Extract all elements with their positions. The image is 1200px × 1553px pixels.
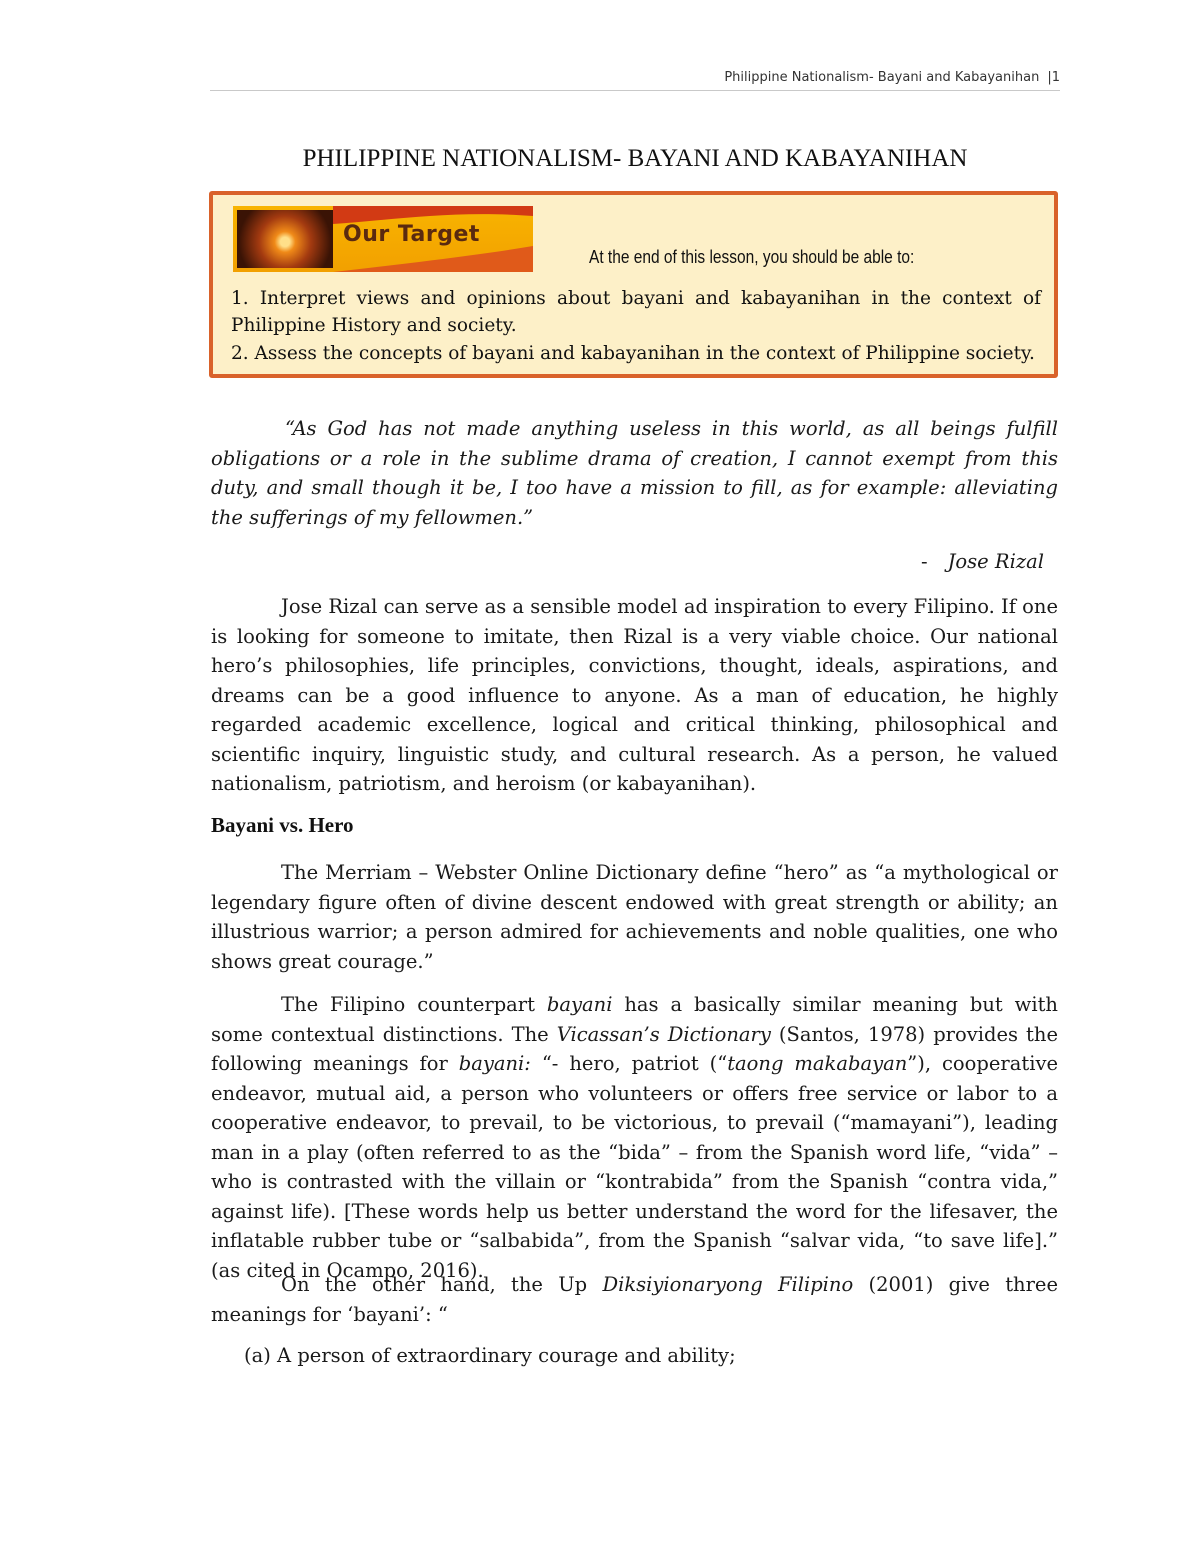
p4-italic-diksiyonaryo: Diksiyionaryong Filipino: [602, 1273, 854, 1296]
paragraph-rizal-model: [211, 592, 1058, 799]
p4-text-1: On the other hand, the Up: [281, 1273, 603, 1296]
list-item-a: (a) A person of extraordinary courage and ability;: [244, 1344, 736, 1367]
paragraph-bayani-meaning: [211, 990, 1058, 1285]
quote-attribution: [921, 550, 1044, 573]
quote-text: “As God has not made anything useless in this world, as all beings fulfill obligations or a role in the sublime drama of creation, I cannot exempt from this duty, and small though it be, I too have a mission to fill, as for example: alleviating the sufferings of my fellowmen.”: [211, 417, 1058, 529]
target-box: [209, 191, 1058, 378]
p3-italic-taong-makabayan: taong makabayan: [727, 1052, 908, 1075]
p3-text-2: has a basically similar meaning but with some contextual distinctions. The: [211, 993, 1058, 1046]
oil-lamp-icon: [237, 210, 333, 268]
p3-italic-bayani-colon: bayani:: [458, 1052, 531, 1075]
paragraph-up-dictionary: [211, 1270, 1058, 1329]
p3-italic-bayani: bayani: [546, 993, 613, 1016]
p3-text-1: The Filipino counterpart: [281, 993, 547, 1016]
header-separator: |: [1047, 70, 1052, 85]
p3-text-5: ”), cooperative endeavor, mutual aid, a person who volunteers or offers free service or labor to a cooperative endeavor, to prevail, to be victorious, to prevail (“mamayani”), leading man in a play (often referred to as the “bida” – from the Spanish word life, “vida” – who is contrasted with the villain or “kontrabida” from the Spanish “contra vida,” against life). [These words help us better understand the word for the lifesaver, the inflatable rubber tube or “salbabida”, from the Spanish “salvar vida, “to save life].” (as cited in Ocampo, 2016).: [211, 1052, 1058, 1282]
section-heading: Bayani vs. Hero: [211, 813, 354, 837]
objective-2: 2. Assess the concepts of bayani and kabayanihan in the context of Philippine society.: [231, 343, 1035, 364]
paragraph-2-text: The Merriam – Webster Online Dictionary define “hero” as “a mythological or legendary figure often of divine descent endowed with great strength or ability; an illustrious warrior; a person admired for achievements and noble qualities, one who shows great courage.”: [211, 861, 1058, 973]
paragraph-hero-definition: [211, 858, 1058, 976]
banner-label: Our Target: [343, 222, 480, 247]
quote-author: Jose Rizal: [947, 550, 1044, 573]
page-number: 1: [1051, 70, 1060, 85]
header-title: Philippine Nationalism- Bayani and Kabayanihan: [724, 70, 1040, 85]
running-header: [210, 70, 1060, 91]
paragraph-1-text: Jose Rizal can serve as a sensible model ad inspiration to every Filipino. If one is looking for someone to imitate, then Rizal is a very viable choice. Our national hero’s philosophies, life principles, convictions, thought, ideals, aspirations, and dreams can be a good influence to anyone. As a man of education, he highly regarded academic excellence, logical and critical thinking, philosophical and scientific inquiry, linguistic study, and cultural research. As a person, he valued nationalism, patriotism, and heroism (or kabayanihan).: [211, 595, 1058, 795]
p3-text-4: “- hero, patriot (“: [530, 1052, 728, 1075]
rizal-quote: [211, 414, 1058, 532]
objectives-intro: At the end of this lesson, you should be able to:: [589, 247, 915, 267]
objective-1: 1. Interpret views and opinions about bayani and kabayanihan in the context of Philippine History and society.: [231, 288, 1041, 336]
attribution-dash: -: [921, 550, 928, 573]
p3-italic-dictionary: Vicassan’s Dictionary: [556, 1022, 771, 1046]
p4-text-2: (2001) give three meanings for ‘bayani’: “: [211, 1273, 1058, 1326]
document-title: PHILIPPINE NATIONALISM- BAYANI AND KABAYANIHAN: [302, 145, 968, 172]
p3-text-3: (Santos, 1978) provides the following meanings for: [211, 1022, 1058, 1075]
our-target-banner: [233, 206, 533, 272]
